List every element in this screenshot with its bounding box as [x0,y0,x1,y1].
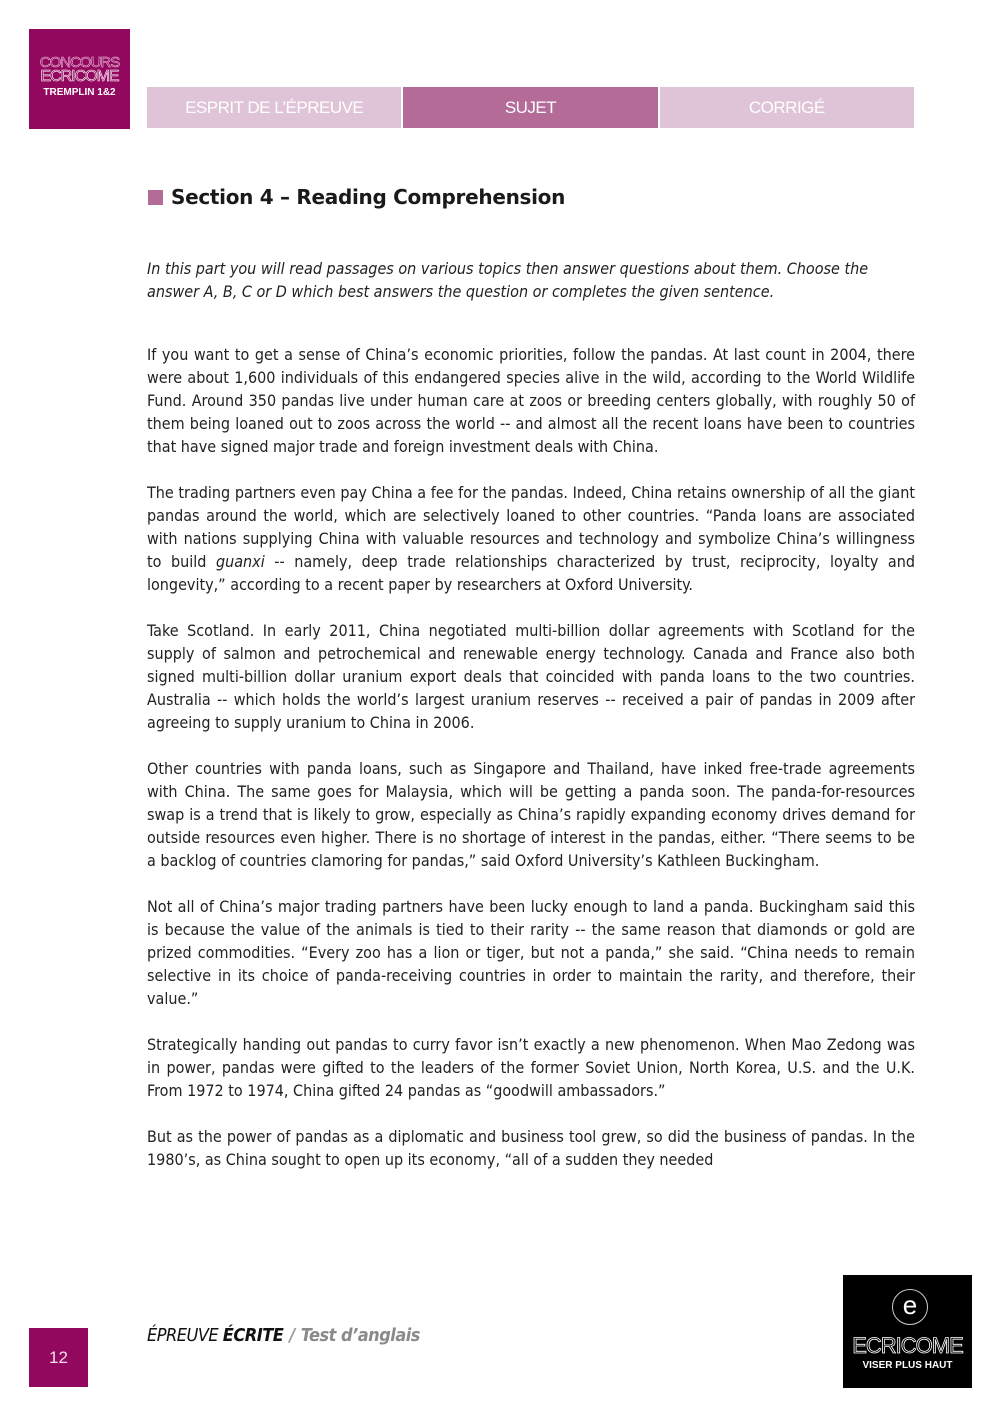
ecricome-brand-logo [843,1275,972,1388]
italic-term-guanxi: guanxi [215,552,265,571]
footer-label [147,1325,420,1346]
logo-line-concours: CONCOURS [39,54,120,71]
instructions-text: In this part you will read passages on various topics then answer questions about them. Choose the answer A, B, C or D which best answers the question or completes the given sentence. [147,259,869,301]
paragraph-text: Other countries with panda loans, such as Singapore and Thailand, have inked free-trade agreements with China. The same goes for Malaysia, which will be getting a panda soon. The panda-for-resources swap is a trend that is likely to grow, especially as China’s rapidly expanding economy drives demand for outside resources even higher. There is no shortage of interest in the pandas, either. “There seems to be a backlog of countries clamoring for pandas,” said Oxford University’s Kathleen Buckingham. [147,759,915,870]
reading-passage [147,343,915,1194]
paragraph-text: Take Scotland. In early 2011, China negotiated multi-billion dollar agreements with Scotland for the supply of salmon and petrochemical and renewable energy technology. Canada and France also both signed multi-billion dollar uranium export deals that coincided with panda loans to the two countries. Australia -- which holds the world’s largest uranium reserves -- received a pair of pandas in 2009 after agreeing to supply uranium to China in 2006. [147,621,915,732]
footer-label-test: Test d’anglais [300,1325,420,1346]
passage-paragraph [147,1125,915,1171]
paragraph-text: If you want to get a sense of China’s economic priorities, follow the pandas. At last count in 2004, there were about 1,600 individuals of this endangered species alive in the wild, according to the World Wildlife Fund. Around 350 pandas live under human care at zoos or breeding centers globally, with roughly 50 of them being loaned out to zoos across the world -- and almost all the recent loans have been to countries that have signed major trade and foreign investment deals with China. [147,345,915,456]
e-letter: e [902,1290,918,1320]
passage-paragraph [147,1033,915,1102]
passage-paragraph [147,481,915,596]
concours-ecricome-logo [29,29,130,129]
logo-line-tremplin: TREMPLIN 1&2 [43,87,116,98]
section-heading [148,185,565,209]
passage-paragraph [147,343,915,458]
tab-sujet[interactable]: SUJET [403,87,657,128]
ecricome-e-icon [892,1289,928,1325]
paragraph-text: -- namely, deep trade relationships characterized by trust, reciprocity, loyalty and longevity,” according to a recent paper by researchers at Oxford University. [147,552,915,594]
passage-paragraph [147,757,915,872]
section-tabs [147,87,914,128]
footer-label-epreuve: ÉPREUVE [147,1325,223,1346]
paragraph-text: Not all of China’s major trading partners have been lucky enough to land a panda. Buckingham said this is because the value of the animals is tied to their rarity -- the same reason that diamonds or gold are prized commodities. “Every zoo has a lion or tiger, but not a panda,” she said. “China needs to remain selective in its choice of panda-receiving countries in order to maintain the rarity, and therefore, their value.” [147,897,915,1008]
logo-line-ecricome: ECRICOME [40,68,119,85]
brand-tagline: VISER PLUS HAUT [862,1360,953,1371]
paragraph-text: But as the power of pandas as a diplomatic and business tool grew, so did the business of pandas. In the 1980’s, as China sought to open up its economy, “all of a sudden they needed [147,1127,915,1169]
square-bullet-icon [148,190,163,205]
paragraph-text: Strategically handing out pandas to curry favor isn’t exactly a new phenomenon. When Mao Zedong was in power, pandas were gifted to the leaders of the former Soviet Union, North Korea, U.S. and the U.K. From 1972 to 1974, China gifted 24 pandas as “goodwill ambassadors.” [147,1035,915,1100]
page-number: 12 [29,1328,88,1387]
tab-corrige[interactable]: CORRIGÉ [660,87,914,128]
brand-name: ECRICOME [852,1333,963,1358]
passage-paragraph [147,619,915,734]
passage-paragraph [147,895,915,1010]
tab-esprit-de-l-epreuve[interactable]: ESPRIT DE L’ÉPREUVE [147,87,401,128]
paragraph-text: The trading partners even pay China a fee for the pandas. Indeed, China retains ownership of all the giant pandas around the world, which are selectively loaned to other countries. “Panda loans are associated with nations supplying China with valuable resources and technology and symbolize China’s willingness to build [147,483,915,571]
footer-separator: / [289,1325,295,1346]
section-title: Section 4 – Reading Comprehension [171,185,566,209]
footer-label-ecrite: ÉCRITE [222,1325,284,1346]
